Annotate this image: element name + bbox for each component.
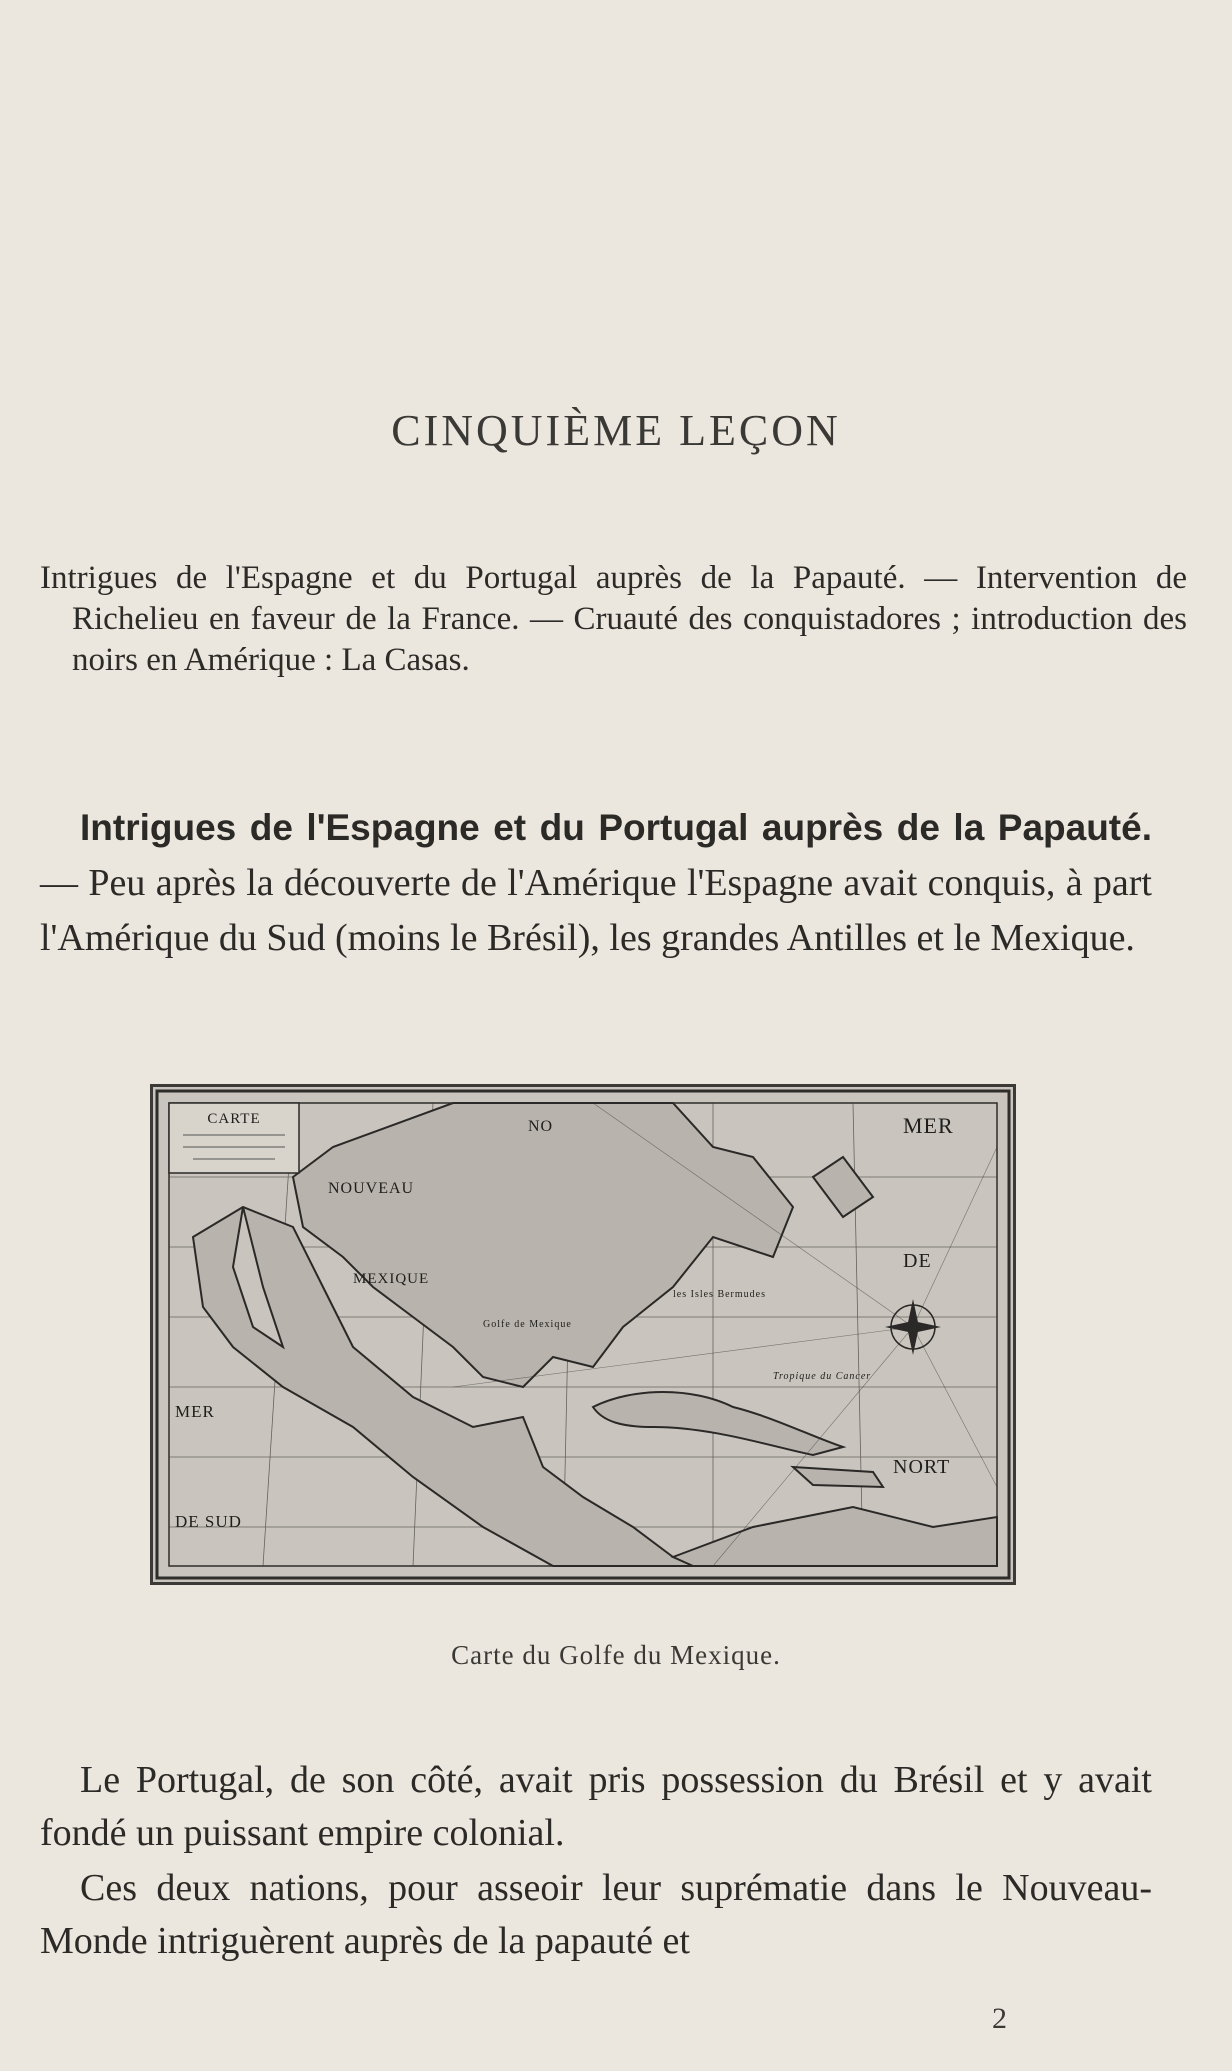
map-label-tropique: Tropique du Cancer [773,1371,872,1382]
lesson-summary: Intrigues de l'Espagne et du Portugal auprès de la Papauté. — Intervention de Richelieu en faveur de la France. — Cruauté des conquistadores ; introduction des noirs en Amérique : La Casas. [40,560,1187,678]
section-intro [40,800,1152,966]
map-label-no: NO [528,1118,554,1135]
map-label-mer-sud: MER [175,1402,215,1421]
lesson-title: CINQUIÈME LEÇON [391,406,841,455]
map-label-mexique: MEXIQUE [353,1271,430,1287]
section-heading: Intrigues de l'Espagne et du Portugal auprès de la Papauté. [80,807,1152,848]
map-label-golfe: Golfe de Mexique [483,1319,572,1330]
map-label-bermudes: les Isles Bermudes [673,1289,766,1300]
map-caption: Carte du Golfe du Mexique. [451,1640,781,1670]
map-label-de: DE [903,1250,932,1272]
map-drawing [153,1087,1013,1582]
paragraph-nations: Ces deux nations, pour asseoir leur suprématie dans le Nouveau-Monde intriguèrent auprès de la papauté et [40,1867,1152,1962]
paragraph-portugal: Le Portugal, de son côté, avait pris possession du Brésil et y avait fondé un puissant empire colonial. [40,1759,1152,1854]
map-label-mer: MER [903,1113,954,1138]
page-number: 2 [992,2002,1007,2035]
map-cartouche-title: CARTE [207,1111,261,1127]
section-text: — Peu après la découverte de l'Amérique l'Espagne avait conquis, à part l'Amérique du Sud (moins le Brésil), les grandes Antilles et le Mexique. [40,862,1152,959]
gulf-of-mexico-map [150,1084,1016,1585]
map-label-de-sud: DE SUD [175,1512,242,1531]
map-label-nouveau: NOUVEAU [328,1180,415,1197]
map-label-nort: NORT [893,1456,951,1478]
